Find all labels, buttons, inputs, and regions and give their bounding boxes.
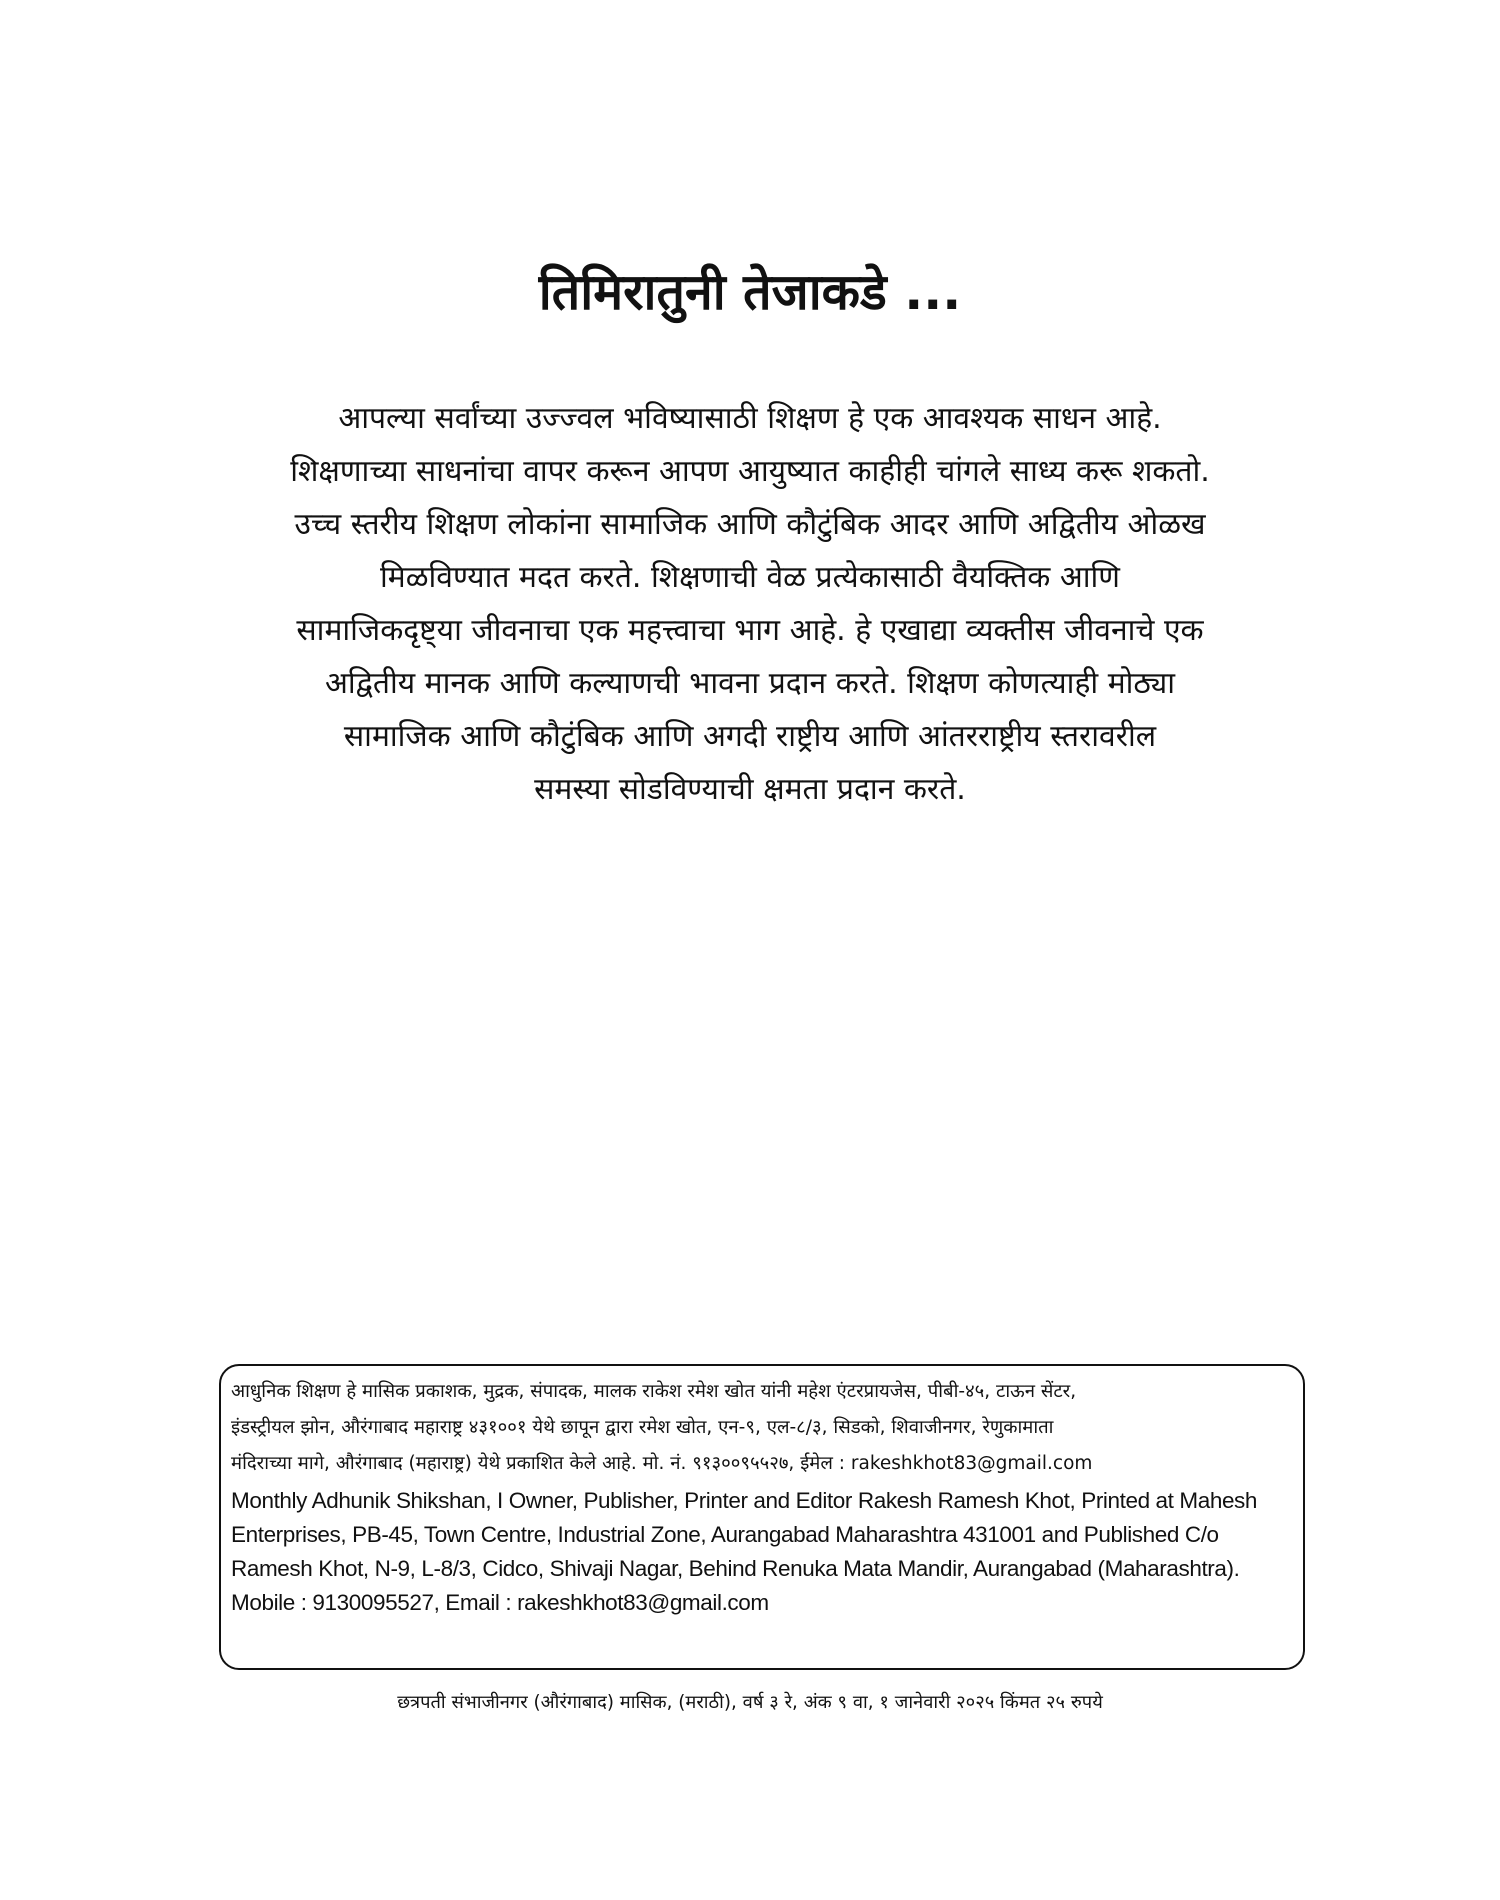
imprint-english-line: Mobile : 9130095527, Email : rakeshkhot83@gmail.com <box>231 1590 769 1615</box>
body-line: शिक्षणाच्या साधनांचा वापर करून आपण आयुष्यात काहीही चांगले साध्य करू शकतो. <box>290 454 1210 489</box>
body-line: उच्च स्तरीय शिक्षण लोकांना सामाजिक आणि कौटुंबिक आदर आणि अद्वितीय ओळख <box>294 507 1206 542</box>
publication-footer: छत्रपती संभाजीनगर (औरंगाबाद) मासिक, (मराठी), वर्ष ३ रे, अंक ९ वा, १ जानेवारी २०२५ किंमत २५ रुपये <box>397 1692 1103 1713</box>
imprint-english <box>231 1484 1291 1620</box>
imprint-box <box>219 1364 1305 1670</box>
page-title: तिमिरातुनी तेजाकडे ... <box>538 263 962 321</box>
body-line: आपल्या सर्वांच्या उज्ज्वल भविष्यासाठी शिक्षण हे एक आवश्यक साधन आहे. <box>338 401 1162 436</box>
imprint-english-line: Enterprises, PB-45, Town Centre, Industrial Zone, Aurangabad Maharashtra 431001 and Published C/o <box>231 1522 1219 1547</box>
imprint-marathi-line: मंदिराच्या मागे, औरंगाबाद (महाराष्ट्र) येथे प्रकाशित केले आहे. मो. नं. ९१३००९५५२७, ईमेल : rakeshkhot83@gmail.com <box>231 1453 1093 1474</box>
imprint-marathi <box>231 1374 1291 1482</box>
body-line: अद्वितीय मानक आणि कल्याणची भावना प्रदान करते. शिक्षण कोणत्याही मोठ्या <box>324 666 1176 701</box>
imprint-marathi-line: आधुनिक शिक्षण हे मासिक प्रकाशक, मुद्रक, संपादक, मालक राकेश रमेश खोत यांनी महेश एंटरप्रायजेस, पीबी-४५, टाऊन सेंटर, <box>231 1381 1077 1402</box>
body-paragraph <box>200 392 1300 816</box>
imprint-english-line: Monthly Adhunik Shikshan, I Owner, Publisher, Printer and Editor Rakesh Ramesh Khot, Printed at Mahesh <box>231 1488 1258 1513</box>
body-line: सामाजिकदृष्ट्या जीवनाचा एक महत्त्वाचा भाग आहे. हे एखाद्या व्यक्तीस जीवनाचे एक <box>296 613 1204 648</box>
imprint-marathi-line: इंडस्ट्रीयल झोन, औरंगाबाद महाराष्ट्र ४३१००१ येथे छापून द्वारा रमेश खोत, एन-९, एल-८/३, सिडको, शिवाजीनगर, रेणुकामाता <box>231 1417 1054 1438</box>
body-line: समस्या सोडविण्याची क्षमता प्रदान करते. <box>534 772 966 807</box>
body-line: मिळविण्यात मदत करते. शिक्षणाची वेळ प्रत्येकासाठी वैयक्तिक आणि <box>379 560 1120 595</box>
body-line: सामाजिक आणि कौटुंबिक आणि अगदी राष्ट्रीय आणि आंतरराष्ट्रीय स्तरावरील <box>343 719 1157 754</box>
imprint-english-line: Ramesh Khot, N-9, L-8/3, Cidco, Shivaji Nagar, Behind Renuka Mata Mandir, Aurangabad (Maharashtra). <box>231 1556 1240 1581</box>
